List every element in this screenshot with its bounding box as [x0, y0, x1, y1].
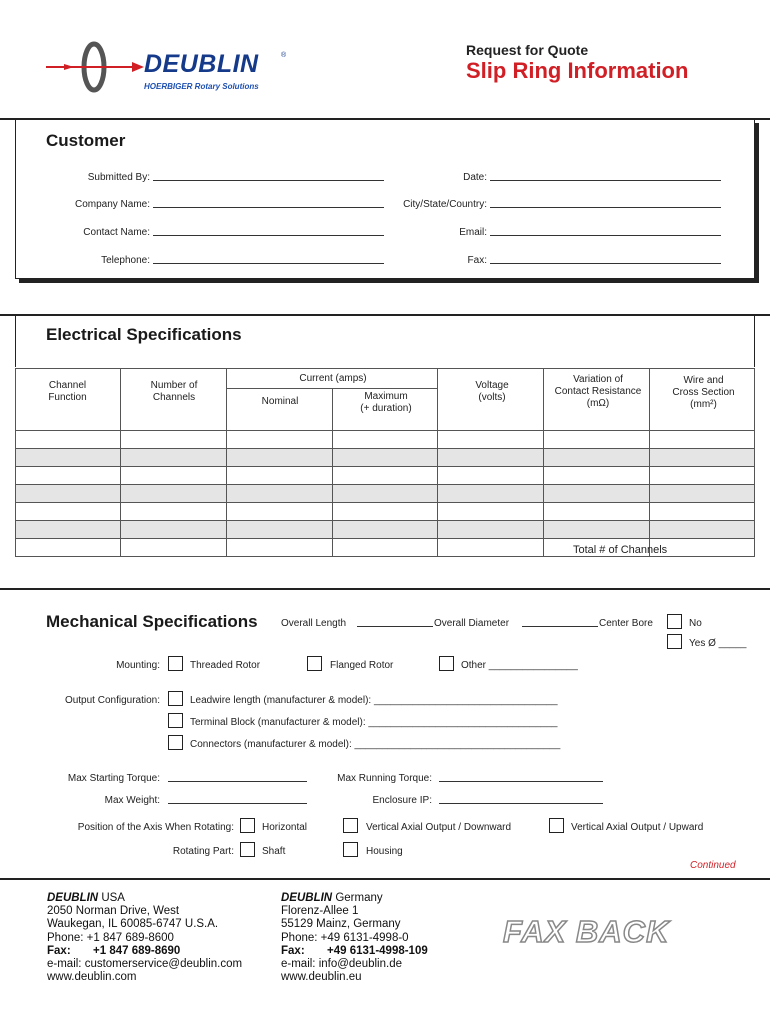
header-number-of-channels: Number of Channels — [150, 380, 198, 403]
customer-field-label: Telephone: — [101, 255, 150, 266]
table-cell[interactable] — [544, 449, 650, 467]
table-cell[interactable] — [332, 431, 438, 449]
fax-back-label: FAX BACK — [503, 914, 670, 949]
center-bore-no-label: No — [689, 618, 702, 629]
header-current: Current (amps) — [299, 373, 367, 384]
table-row — [16, 431, 755, 449]
leadwire-label: Leadwire length (manufacturer & model): _________________________________ — [190, 695, 558, 706]
header-contact-resistance: Variation of Contact Resistance (mΩ) — [554, 374, 642, 409]
center-bore-label: Center Bore — [599, 618, 653, 629]
table-cell[interactable] — [120, 521, 226, 539]
electrical-title: Electrical Specifications — [46, 325, 242, 344]
other-mounting-checkbox[interactable] — [439, 656, 454, 671]
table-cell[interactable] — [120, 467, 226, 485]
threaded-rotor-label: Threaded Rotor — [190, 660, 261, 671]
customer-field-input[interactable] — [490, 207, 721, 208]
overall-length-field[interactable] — [357, 626, 433, 627]
table-cell[interactable] — [332, 449, 438, 467]
table-cell[interactable] — [650, 431, 755, 449]
table-cell[interactable] — [226, 431, 332, 449]
page-title: Slip Ring Information — [466, 58, 689, 83]
max-running-torque-field[interactable] — [439, 781, 603, 782]
customer-field-label: Contact Name: — [83, 227, 150, 238]
table-cell[interactable] — [544, 503, 650, 521]
table-cell[interactable] — [438, 539, 544, 557]
terminal-block-checkbox[interactable] — [168, 713, 183, 728]
enclosure-ip-field[interactable] — [439, 803, 603, 804]
axis-position-label: Position of the Axis When Rotating: — [77, 822, 234, 833]
table-cell[interactable] — [438, 431, 544, 449]
table-cell[interactable] — [544, 467, 650, 485]
table-cell[interactable] — [438, 467, 544, 485]
customer-field-label: Email: — [459, 227, 487, 238]
shaft-checkbox[interactable] — [240, 842, 255, 857]
header-channel-function: Channel Function — [48, 380, 87, 403]
vertical-downward-label: Vertical Axial Output / Downward — [366, 822, 512, 833]
customer-field-input[interactable] — [153, 180, 384, 181]
customer-field-input[interactable] — [153, 207, 384, 208]
table-cell[interactable] — [16, 539, 121, 557]
housing-checkbox[interactable] — [343, 842, 358, 857]
customer-field-label: Fax: — [467, 255, 487, 266]
vertical-downward-checkbox[interactable] — [343, 818, 358, 833]
horizontal-checkbox[interactable] — [240, 818, 255, 833]
logo-mark-icon — [44, 40, 154, 96]
table-cell[interactable] — [16, 521, 121, 539]
total-channels-label: Total # of Channels — [573, 544, 668, 556]
table-cell[interactable] — [16, 449, 121, 467]
table-cell[interactable] — [332, 521, 438, 539]
table-cell[interactable] — [332, 539, 438, 557]
table-cell[interactable] — [16, 431, 121, 449]
request-for-quote-label: Request for Quote — [466, 42, 589, 58]
table-cell[interactable] — [438, 503, 544, 521]
threaded-rotor-checkbox[interactable] — [168, 656, 183, 671]
center-bore-yes-label: Yes Ø _____ — [689, 638, 747, 649]
table-cell[interactable] — [226, 485, 332, 503]
leadwire-checkbox[interactable] — [168, 691, 183, 706]
enclosure-ip-label: Enclosure IP: — [372, 795, 432, 806]
table-row — [16, 449, 755, 467]
center-bore-yes-checkbox[interactable] — [667, 634, 682, 649]
max-weight-label: Max Weight: — [104, 795, 160, 806]
header-wire-cross-section: Wire and Cross Section (mm²) — [672, 375, 735, 410]
table-cell[interactable] — [226, 467, 332, 485]
shaft-label: Shaft — [262, 846, 286, 857]
table-cell[interactable] — [226, 503, 332, 521]
table-cell[interactable] — [120, 503, 226, 521]
table-row — [16, 503, 755, 521]
customer-field-label: Submitted By: — [87, 172, 150, 183]
customer-field-input[interactable] — [490, 235, 721, 236]
footer-germany: DEUBLIN Germany Florenz-Allee 1 55129 Mainz, Germany Phone: +49 6131-4998-0 Fax: +49 6131-4998-109 e-mail: info@deublin.de www.deublin.eu — [281, 892, 428, 984]
header-maximum: Maximum (+ duration) — [360, 391, 412, 414]
customer-field-input[interactable] — [490, 263, 721, 264]
vertical-upward-label: Vertical Axial Output / Upward — [571, 822, 704, 833]
center-bore-no-checkbox[interactable] — [667, 614, 682, 629]
other-mounting-label: Other ________________ — [461, 660, 578, 671]
table-cell[interactable] — [438, 449, 544, 467]
rotating-part-label: Rotating Part: — [172, 846, 234, 857]
max-running-torque-label-text: Max Running Torque: — [337, 773, 432, 784]
table-cell[interactable] — [120, 539, 226, 557]
overall-diameter-label: Overall Diameter — [434, 618, 510, 629]
table-cell[interactable] — [650, 485, 755, 503]
table-row — [16, 521, 755, 539]
connectors-label: Connectors (manufacturer & model): _____________________________________ — [190, 739, 561, 750]
housing-label: Housing — [366, 846, 403, 857]
output-config-label: Output Configuration: — [64, 695, 160, 706]
header-nominal: Nominal — [261, 396, 299, 407]
footer-usa: DEUBLIN USA 2050 Norman Drive, West Waukegan, IL 60085-6747 U.S.A. Phone: +1 847 689-8600 Fax: +1 847 689-8690 e-mail: customerservice@deublin.com www.deublin.com — [47, 892, 243, 984]
logo: DEUBLIN HOERBIGER Rotary Solutions ® — [44, 40, 304, 96]
overall-diameter-field[interactable] — [522, 626, 598, 627]
customer-field-input[interactable] — [490, 180, 721, 181]
table-cell[interactable] — [650, 521, 755, 539]
max-starting-torque-field[interactable] — [168, 781, 307, 782]
table-cell[interactable] — [650, 503, 755, 521]
table-cell[interactable] — [120, 449, 226, 467]
table-cell[interactable] — [332, 467, 438, 485]
logo-wordmark: DEUBLIN — [144, 50, 259, 78]
continued-label: Continued — [690, 860, 736, 871]
table-cell[interactable] — [650, 449, 755, 467]
table-cell[interactable] — [226, 539, 332, 557]
flanged-rotor-checkbox[interactable] — [307, 656, 322, 671]
overall-length-label: Overall Length — [281, 618, 347, 629]
table-row — [16, 485, 755, 503]
connectors-checkbox[interactable] — [168, 735, 183, 750]
table-cell[interactable] — [16, 503, 121, 521]
max-weight-field[interactable] — [168, 803, 307, 804]
table-cell[interactable] — [544, 431, 650, 449]
customer-field-label: Date: — [463, 172, 487, 183]
table-cell[interactable] — [544, 521, 650, 539]
max-starting-torque-label: Max Starting Torque: — [67, 773, 160, 784]
customer-field-label: Company Name: — [74, 199, 150, 210]
table-cell[interactable] — [332, 503, 438, 521]
table-cell[interactable] — [438, 485, 544, 503]
customer-field-input[interactable] — [153, 235, 384, 236]
table-cell[interactable] — [438, 521, 544, 539]
table-cell[interactable] — [120, 431, 226, 449]
customer-field-label: City/State/Country: — [403, 199, 487, 210]
table-cell[interactable] — [120, 485, 226, 503]
flanged-rotor-label: Flanged Rotor — [330, 660, 394, 671]
table-cell[interactable] — [16, 485, 121, 503]
table-cell[interactable] — [332, 485, 438, 503]
table-cell[interactable] — [544, 485, 650, 503]
customer-title: Customer — [46, 131, 126, 150]
table-row — [16, 467, 755, 485]
vertical-upward-checkbox[interactable] — [549, 818, 564, 833]
logo-tagline: HOERBIGER Rotary Solutions — [144, 82, 259, 91]
mounting-label: Mounting: — [116, 660, 160, 671]
customer-field-input[interactable] — [153, 263, 384, 264]
horizontal-label: Horizontal — [262, 822, 308, 833]
table-cell[interactable] — [226, 449, 332, 467]
table-cell[interactable] — [650, 467, 755, 485]
mechanical-title: Mechanical Specifications — [46, 612, 258, 631]
table-cell[interactable] — [16, 467, 121, 485]
terminal-block-label: Terminal Block (manufacturer & model): __________________________________ — [190, 717, 558, 728]
table-cell[interactable] — [226, 521, 332, 539]
header-voltage: Voltage (volts) — [475, 380, 509, 403]
